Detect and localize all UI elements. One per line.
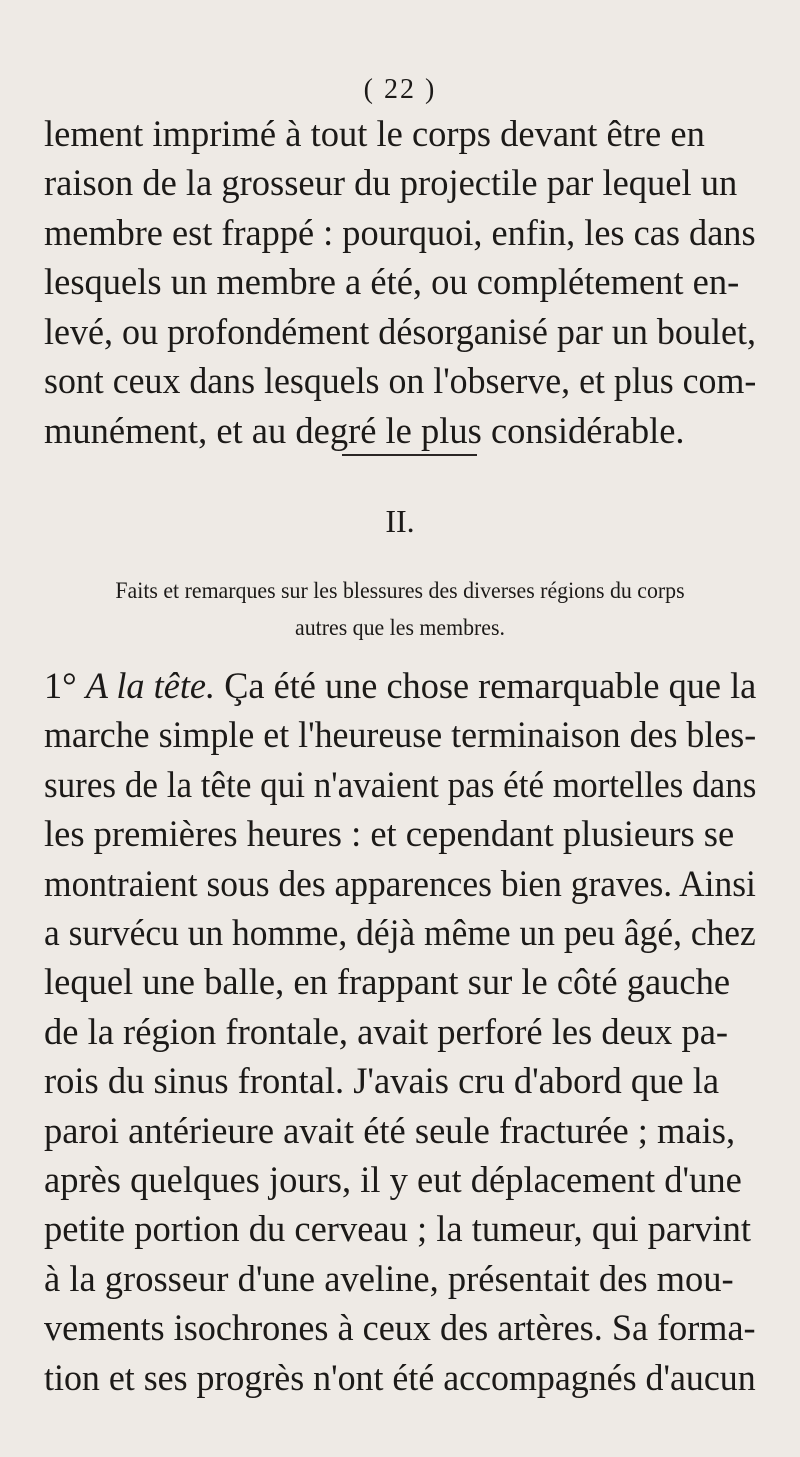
item-number: 1° — [44, 665, 77, 706]
text-line: tion et ses progrès n'ont été accompagnés d'aucun — [44, 1357, 756, 1398]
text-line: de la région frontale, avait perforé les deux pa- — [44, 1011, 729, 1052]
text-line: a survécu un homme, déjà même un peu âgé, chez — [44, 912, 756, 953]
text-line: lement imprimé à tout le corps devant être en — [44, 113, 705, 154]
text-line: petite portion du cerveau ; la tumeur, qui parvint — [44, 1208, 752, 1249]
text-line: raison de la grosseur du projectile par lequel un — [44, 162, 738, 203]
text-line: vements isochrones à ceux des artères. Sa forma- — [44, 1307, 756, 1348]
text-line: membre est frappé : pourquoi, enfin, les cas dans — [44, 212, 756, 253]
text-line: levé, ou profondément désorganisé par un boulet, — [44, 311, 757, 352]
section-number: II. — [385, 503, 415, 539]
text-line: montraient sous des apparences bien graves. Ainsi — [44, 863, 756, 904]
text-line: lequel une balle, en frappant sur le côté gauche — [44, 961, 731, 1002]
text-line: marche simple et l'heureuse terminaison des bles- — [44, 714, 757, 755]
text-line: lesquels un membre a été, ou complétement en- — [44, 261, 740, 302]
section-caption-line: autres que les membres. — [295, 615, 505, 640]
text-line: à la grosseur d'une aveline, présentait des mou- — [44, 1258, 734, 1299]
page-number: ( 22 ) — [363, 74, 437, 105]
text-line: après quelques jours, il y eut déplacement d'une — [44, 1159, 742, 1200]
text-line: les premières heures : et cependant plusieurs se — [44, 813, 735, 854]
text-line: paroi antérieure avait été seule fracturée ; mais, — [44, 1110, 736, 1151]
item-heading: A la tête. — [85, 665, 216, 706]
section-divider — [342, 454, 477, 456]
lead-text: Ça été une chose remarquable que la — [215, 665, 757, 706]
section-caption-line: Faits et remarques sur les blessures des diverses régions du corps — [115, 578, 685, 603]
text-line: sont ceux dans lesquels on l'observe, et plus com- — [44, 360, 757, 401]
text-line: sures de la tête qui n'avaient pas été mortelles dans — [44, 764, 757, 805]
paragraph-lead-line — [44, 665, 757, 706]
text-line: munément, et au degré le plus considérable. — [44, 410, 685, 451]
text-line: rois du sinus frontal. J'avais cru d'abord que la — [44, 1060, 720, 1101]
